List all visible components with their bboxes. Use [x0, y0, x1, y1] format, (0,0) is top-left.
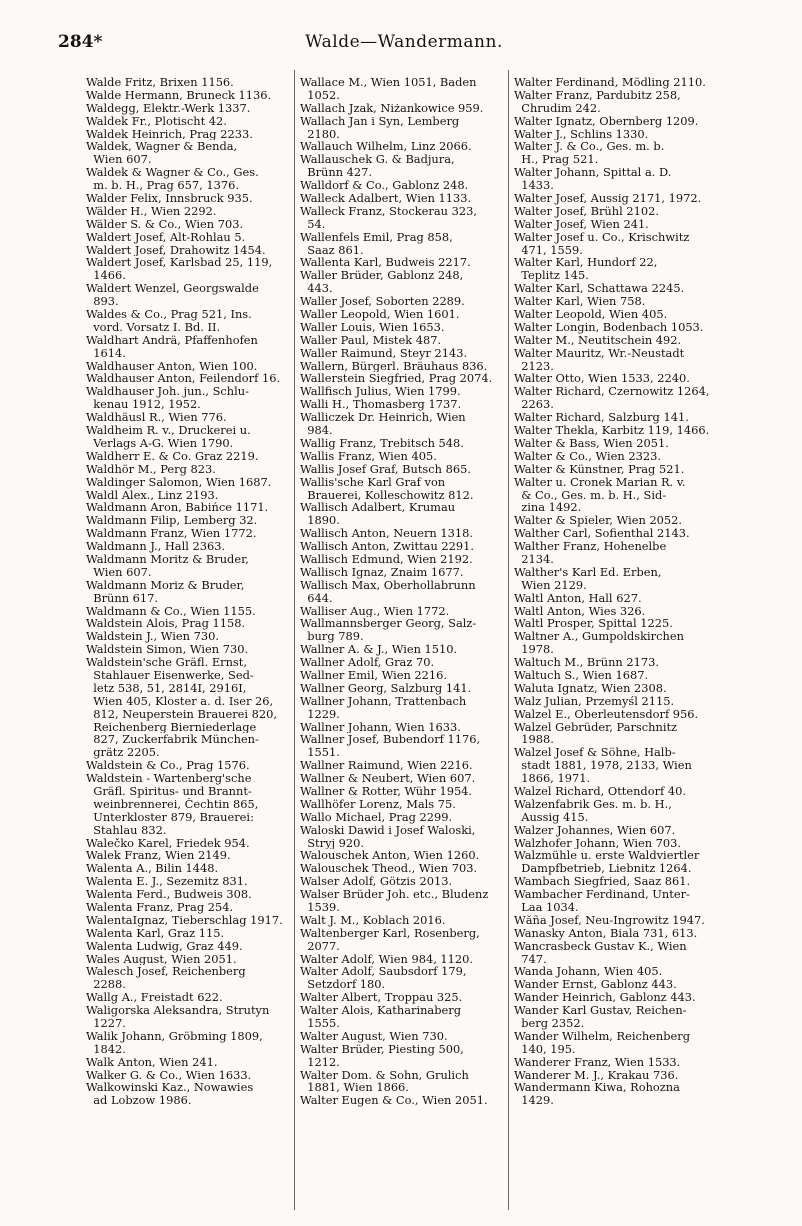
directory-entry-line: Walečko Karel, Friedek 954.	[86, 836, 250, 850]
directory-entry-line: Wien 405, Kloster a. d. Iser 26,	[86, 694, 274, 708]
directory-entry-line: Wales August, Wien 2051.	[86, 952, 237, 966]
page-number: 284*	[58, 32, 103, 52]
directory-entry-line: Walther's Karl Ed. Erben,	[514, 565, 662, 579]
directory-entry-line: Walter J., Schlins 1330.	[514, 127, 649, 141]
directory-entry-line: 644.	[300, 591, 333, 605]
directory-entry-line: WalentaIgnaz, Tieberschlag 1917.	[86, 913, 283, 927]
directory-entry-line: Waltner A., Gumpoldskirchen	[514, 630, 684, 644]
directory-entry-line: Walesch Josef, Reichenberg	[86, 965, 246, 979]
directory-entry-line: 1429.	[514, 1094, 554, 1108]
directory-entry-line: Wallner & Neubert, Wien 607.	[300, 772, 476, 785]
directory-entry-line: Waluta Ignatz, Wien 2308.	[514, 681, 667, 695]
directory-entry-line: Walenta Ferd., Budweis 308.	[86, 888, 252, 901]
directory-entry-line: 2134.	[514, 552, 554, 566]
directory-entry-line: Waldmann Franz, Wien 1772.	[86, 527, 257, 541]
directory-entry-line: Walzel E., Oberleutensdorf 956.	[514, 707, 699, 721]
directory-entry-line: Wallner & Rotter, Wühr 1954.	[300, 784, 473, 798]
directory-entry-line: Walenta Karl, Graz 115.	[86, 926, 225, 940]
directory-entry-line: Wancrasbeck Gustav K., Wien	[514, 939, 687, 953]
directory-entry-line: Walenta A., Bilin 1448.	[86, 862, 219, 876]
directory-entry-line: Walter & Künstner, Prag 521.	[514, 462, 685, 476]
directory-entry-line: Walther Carl, Sofienthal 2143.	[514, 527, 690, 541]
directory-entry-line: Waldstein'sche Gräfl. Ernst,	[86, 656, 247, 669]
directory-entry-line: Stryj 920.	[300, 836, 365, 850]
directory-entry-line: Walter Alois, Katharinaberg	[300, 1004, 461, 1018]
directory-entry-line: Walser Adolf, Götzis 2013.	[300, 875, 453, 889]
directory-entry-line: 812, Neuperstein Brauerei 820,	[86, 707, 278, 721]
directory-entry-line: Wambacher Ferdinand, Unter-	[514, 888, 690, 901]
directory-entry-line: Waller Brüder, Gablonz 248,	[300, 269, 464, 283]
directory-entry-line: grätz 2205.	[86, 746, 160, 760]
directory-entry-line: Waldhör M., Perg 823.	[86, 462, 216, 476]
directory-entry-line: 1988.	[514, 733, 554, 747]
directory-entry-line: Walter Otto, Wien 1533, 2240.	[514, 372, 690, 386]
directory-entry-line: Walde Fritz, Brixen 1156.	[86, 76, 234, 89]
directory-entry-line: Wallfisch Julius, Wien 1799.	[300, 385, 461, 399]
directory-entry-line: Wander Wilhelm, Reichenberg	[514, 1029, 691, 1043]
directory-entry-line: Stahlau 832.	[86, 823, 167, 837]
directory-entry-line: Waldert Wenzel, Georgswalde	[86, 282, 259, 296]
directory-entry-line: Waldek, Wagner & Benda,	[86, 140, 238, 154]
directory-entry-line: Wien 607.	[86, 565, 152, 579]
directory-entry-line: Walter Josef, Wien 241.	[514, 217, 649, 231]
directory-entry-line: Waldstein Simon, Wien 730.	[86, 643, 249, 657]
directory-entry-line: stadt 1881, 1978, 2133, Wien	[514, 759, 692, 773]
directory-entry-line: 1890.	[300, 514, 340, 528]
directory-entry-line: Brauerei, Kolleschowitz 812.	[300, 488, 474, 502]
directory-entry-line: Dampfbetrieb, Liebnitz 1264.	[514, 862, 692, 876]
directory-entry-line: 1555.	[300, 1017, 340, 1030]
directory-entry-line: Chrudim 242.	[514, 101, 601, 115]
directory-entry-line: Waldhauser Joh. jun., Schlu-	[86, 385, 249, 399]
directory-entry-line: Wallern, Bürgerl. Bräuhaus 836.	[300, 359, 488, 373]
directory-entry-line: Walde Hermann, Bruneck 1136.	[86, 88, 272, 102]
directory-entry-line: Wanasky Anton, Biala 731, 613.	[514, 926, 698, 940]
directory-entry-line: Walter & Co., Wien 2323.	[514, 449, 661, 463]
directory-entry-line: Waltenberger Karl, Rosenberg,	[300, 926, 480, 940]
directory-entry-line: Waldek Heinrich, Prag 2233.	[86, 127, 253, 141]
directory-entry-line: Walther Franz, Hohenelbe	[514, 540, 667, 553]
directory-entry-line: Walter Adolf, Wien 984, 1120.	[300, 952, 474, 966]
directory-entry-line: Waldstein & Co., Prag 1576.	[86, 759, 250, 773]
directory-entry-line: 2077.	[300, 939, 340, 953]
directory-entry-line: Wander Heinrich, Gablonz 443.	[514, 991, 696, 1005]
directory-entry-line: Wallisch Max, Oberhollabrunn	[300, 578, 476, 592]
directory-entry-line: Unterkloster 879, Brauerei:	[86, 810, 254, 824]
directory-entry-line: Walter Karl, Schattawa 2245.	[514, 282, 685, 296]
directory-entry-line: Wanda Johann, Wien 405.	[514, 965, 663, 979]
directory-entry-line: Gräfl. Spiritus- und Brannt-	[86, 784, 252, 798]
directory-entry-line: Reichenberg Bierniederlage	[86, 720, 257, 734]
directory-entry-line: Waldert Josef, Drahowitz 1454.	[86, 243, 266, 257]
directory-entry-line: Waldmann J., Hall 2363.	[86, 540, 226, 553]
directory-entry-line: Walker G. & Co., Wien 1633.	[86, 1068, 252, 1082]
directory-entry-line: Waldstein - Wartenberg'sche	[86, 772, 252, 785]
directory-entry-line: Walter M., Neutitschein 492.	[514, 333, 682, 347]
directory-entry-line: H., Prag 521.	[514, 153, 599, 167]
directory-entry-line: Waldhart Andrä, Pfaffenhofen	[86, 333, 258, 347]
directory-entry-line: Walter Ignatz, Obernberg 1209.	[514, 114, 699, 128]
directory-entry-line: 2263.	[514, 398, 554, 412]
directory-entry-line: 827, Zuckerfabrik München-	[86, 733, 259, 747]
directory-entry-line: Walouschek Anton, Wien 1260.	[300, 849, 480, 863]
directory-entry-line: Wanderer Franz, Wien 1533.	[514, 1055, 681, 1069]
directory-entry-line: Walter Josef u. Co., Krischwitz	[514, 230, 690, 244]
directory-entry-line: Waldegg, Elektr.-Werk 1337.	[86, 101, 251, 115]
directory-entry-line: 1229.	[300, 707, 340, 721]
directory-entry-line: Walliser Aug., Wien 1772.	[300, 604, 450, 618]
directory-entry-line: Waldmann Aron, Babińce 1171.	[86, 501, 269, 515]
directory-entry-line: 747.	[514, 952, 547, 966]
directory-entry-line: Waldhauser Anton, Wien 100.	[86, 359, 258, 373]
directory-entry-line: Waldstein J., Wien 730.	[86, 630, 219, 644]
directory-entry-line: Walter Ferdinand, Mödling 2110.	[514, 76, 706, 89]
directory-entry-line: 54.	[300, 217, 326, 231]
directory-entry-line: Walter Brüder, Piesting 500,	[300, 1042, 464, 1056]
directory-entry-line: 1842.	[86, 1042, 126, 1056]
directory-entry-line: Wanderer M. J., Krakau 736.	[514, 1068, 679, 1082]
directory-entry-line: berg 2352.	[514, 1017, 585, 1030]
directory-entry-line: 1052.	[300, 88, 340, 102]
directory-entry-line: Waldl Alex., Linz 2193.	[86, 488, 219, 502]
directory-entry-line: weinbrennerei, Čechtin 865,	[86, 797, 259, 811]
directory-entry-line: Waller Josef, Soborten 2289.	[300, 295, 465, 309]
directory-entry-line: Wallisch Adalbert, Krumau	[300, 501, 456, 515]
directory-entry-line: Wallisch Edmund, Wien 2192.	[300, 552, 473, 566]
directory-entry-line: Waltl Prosper, Spittal 1225.	[514, 617, 673, 631]
page-header	[58, 32, 750, 56]
directory-entry-line: Teplitz 145.	[514, 269, 589, 283]
directory-entry-line: Walzmühle u. erste Waldviertler	[514, 849, 700, 863]
directory-entry-line: 2288.	[86, 978, 126, 992]
directory-entry-line: 140, 195.	[514, 1042, 576, 1056]
directory-entry-line: Walter & Bass, Wien 2051.	[514, 436, 669, 450]
directory-entry-line: letz 538, 51, 2814I, 2916I,	[86, 681, 247, 695]
directory-entry-line: kenau 1912, 1952.	[86, 398, 201, 412]
directory-entry-line: Wälder H., Wien 2292.	[86, 204, 217, 218]
running-head: Walde—Wandermann.	[305, 32, 503, 52]
directory-entry-line: ad Lobzow 1986.	[86, 1094, 192, 1108]
directory-column-1	[86, 76, 286, 1107]
directory-entry-line: Waldstein Alois, Prag 1158.	[86, 617, 246, 631]
directory-entry-line: Waldek Fr., Plotischt 42.	[86, 114, 227, 128]
directory-entry-line: Walliczek Dr. Heinrich, Wien	[300, 411, 466, 425]
directory-entry-line: 1614.	[86, 346, 126, 360]
directory-entry-line: Waller Louis, Wien 1653.	[300, 320, 445, 334]
directory-entry-line: Wallner Adolf, Graz 70.	[300, 656, 435, 669]
directory-entry-line: Wallisch Anton, Zwittau 2291.	[300, 540, 475, 553]
directory-entry-line: Wallig Franz, Trebitsch 548.	[300, 436, 464, 450]
directory-entry-line: Walter Josef, Aussig 2171, 1972.	[514, 192, 702, 205]
directory-entry-line: Wallerstein Siegfried, Prag 2074.	[300, 372, 493, 386]
directory-entry-line: Walter Karl, Hundorf 22,	[514, 256, 658, 270]
directory-entry-line: Walenta Ludwig, Graz 449.	[86, 939, 243, 953]
directory-entry-line: Waldhauser Anton, Feilendorf 16.	[86, 372, 281, 386]
directory-entry-line: Waldmann & Co., Wien 1155.	[86, 604, 256, 618]
directory-entry-line: Walter Richard, Czernowitz 1264,	[514, 385, 710, 399]
directory-entry-line: Waldert Josef, Alt-Rohlau 5.	[86, 230, 246, 244]
directory-entry-line: Walouschek Theod., Wien 703.	[300, 862, 478, 876]
directory-entry-line: 1866, 1971.	[514, 772, 591, 785]
column-divider	[294, 70, 295, 1210]
directory-entry-line: Waloski Dawid i Josef Waloski,	[300, 823, 476, 837]
directory-entry-line: Wallisch Ignaz, Znaim 1677.	[300, 565, 464, 579]
directory-entry-line: 2180.	[300, 127, 340, 141]
directory-entry-line: Wien 607.	[86, 153, 152, 167]
directory-entry-line: Walser Brüder Joh. etc., Bludenz	[300, 888, 489, 901]
directory-entry-line: Wambach Siegfried, Saaz 861.	[514, 875, 691, 889]
directory-entry-line: Wallo Michael, Prag 2299.	[300, 810, 453, 824]
directory-entry-line: Brünn 427.	[300, 166, 373, 180]
directory-entry-line: Walzel Richard, Ottendorf 40.	[514, 784, 686, 798]
directory-entry-line: 1227.	[86, 1017, 126, 1030]
directory-entry-line: Walenta Franz, Prag 254.	[86, 901, 234, 914]
directory-entry-line: Waltuch M., Brünn 2173.	[514, 656, 659, 669]
directory-entry-line: 1212.	[300, 1055, 340, 1069]
directory-entry-line: Saaz 861.	[300, 243, 364, 257]
directory-entry-line: Walter Richard, Salzburg 141.	[514, 411, 689, 425]
directory-entry-line: Waldes & Co., Prag 521, Ins.	[86, 308, 252, 321]
directory-entry-line: Wander Karl Gustav, Reichen-	[514, 1004, 687, 1018]
directory-entry-line: Wallhöfer Lorenz, Mals 75.	[300, 797, 456, 811]
directory-entry-line: Waldheim R. v., Druckerei u.	[86, 424, 251, 437]
directory-entry-line: Walli H., Thomasberg 1737.	[300, 398, 462, 412]
directory-entry-line: Waldmann Moritz & Bruder,	[86, 552, 249, 566]
directory-entry-line: Wallach Jzak, Niżankowice 959.	[300, 101, 484, 115]
directory-entry-line: Verlags A-G. Wien 1790.	[86, 436, 234, 450]
directory-entry-line: Walz Julian, Przemyśl 2115.	[514, 694, 675, 708]
directory-entry-line: Wallisch Anton, Neuern 1318.	[300, 527, 473, 541]
directory-entry-line: Walter u. Cronek Marian R. v.	[514, 475, 686, 489]
directory-entry-line: Walzel Josef & Söhne, Halb-	[514, 746, 676, 760]
directory-entry-line: 471, 1559.	[514, 243, 583, 257]
directory-entry-line: Walkowinski Kaz., Nowawies	[86, 1081, 254, 1095]
directory-entry-line: Walleck Adalbert, Wien 1133.	[300, 192, 472, 205]
directory-entry-line: Waltl Anton, Wies 326.	[514, 604, 646, 618]
directory-entry-line: Wallach Jan i Syn, Lemberg	[300, 114, 460, 128]
directory-entry-line: Walzhofer Johann, Wien 703.	[514, 836, 682, 850]
directory-entry-line: Walter Mauritz, Wr.-Neustadt	[514, 346, 685, 360]
directory-entry-line: Waltl Anton, Hall 627.	[514, 591, 642, 605]
directory-entry-line: Wander Ernst, Gablonz 443.	[514, 978, 677, 992]
directory-entry-line: Waldek & Wagner & Co., Ges.	[86, 166, 259, 180]
directory-entry-line: 1433.	[514, 179, 554, 193]
directory-entry-line: Brünn 617.	[86, 591, 159, 605]
directory-entry-line: Aussig 415.	[514, 810, 589, 824]
directory-entry-line: Walzenfabrik Ges. m. b. H.,	[514, 797, 672, 811]
directory-entry-line: Walter Leopold, Wien 405.	[514, 308, 668, 321]
directory-entry-line: Waller Leopold, Wien 1601.	[300, 308, 460, 321]
directory-entry-line: 1978.	[514, 643, 554, 657]
directory-entry-line: Walter Josef, Brühl 2102.	[514, 204, 659, 218]
directory-entry-line: Wallg A., Freistadt 622.	[86, 991, 223, 1005]
directory-entry-line: Wallauschek G. & Badjura,	[300, 153, 455, 167]
directory-entry-line: Walter J. & Co., Ges. m. b.	[514, 140, 665, 154]
directory-entry-line: Walter Longin, Bodenbach 1053.	[514, 320, 704, 334]
directory-entry-line: 1881, Wien 1866.	[300, 1081, 409, 1095]
directory-entry-line: Walzer Johannes, Wien 607.	[514, 823, 676, 837]
directory-column-3	[514, 76, 722, 1107]
directory-entry-line: Walter Albert, Troppau 325.	[300, 991, 463, 1005]
directory-entry-line: Wallner Johann, Wien 1633.	[300, 720, 461, 734]
directory-entry-line: Walter Dom. & Sohn, Grulich	[300, 1068, 469, 1082]
directory-entry-line: 443.	[300, 282, 333, 296]
directory-entry-line: Waldmann Filip, Lemberg 32.	[86, 514, 258, 528]
directory-entry-line: Walder Felix, Innsbruck 935.	[86, 192, 253, 205]
directory-entry-line: 2123.	[514, 359, 554, 373]
directory-entry-line: Walter Franz, Pardubitz 258,	[514, 88, 681, 102]
directory-entry-line: Wallner Raimund, Wien 2216.	[300, 759, 473, 773]
directory-entry-line: 1539.	[300, 901, 340, 914]
directory-entry-line: Walter Thekla, Karbitz 119, 1466.	[514, 424, 710, 437]
directory-entry-line: Wallis Josef Graf, Butsch 865.	[300, 462, 471, 476]
directory-entry-line: Walzel Gebrüder, Parschnitz	[514, 720, 678, 734]
directory-entry-line: & Co., Ges. m. b. H., Sid-	[514, 488, 667, 502]
directory-entry-line: Waligorska Aleksandra, Strutyn	[86, 1004, 270, 1018]
directory-entry-line: m. b. H., Prag 657, 1376.	[86, 179, 240, 193]
directory-entry-line: Stahlauer Eisenwerke, Sed-	[86, 668, 254, 682]
directory-entry-line: burg 789.	[300, 630, 364, 644]
directory-entry-line: Wallis Franz, Wien 405.	[300, 449, 437, 463]
directory-entry-line: Walldorf & Co., Gablonz 248.	[300, 179, 469, 193]
directory-entry-line: Wallauch Wilhelm, Linz 2066.	[300, 140, 472, 154]
directory-entry-line: Wallace M., Wien 1051, Baden	[300, 76, 477, 89]
directory-entry-line: Walk Anton, Wien 241.	[86, 1055, 218, 1069]
directory-entry-line: Setzdorf 180.	[300, 978, 386, 992]
directory-entry-line: Waldherr E. & Co. Graz 2219.	[86, 449, 259, 463]
directory-entry-line: Wăña Josef, Neu-Ingrowitz 1947.	[514, 913, 705, 927]
directory-entry-line: vord. Vorsatz I. Bd. II.	[86, 320, 221, 334]
directory-entry-line: Wallner Emil, Wien 2216.	[300, 668, 448, 682]
directory-entry-line: zina 1492.	[514, 501, 582, 515]
directory-column-2	[300, 76, 504, 1107]
column-divider	[508, 70, 509, 1210]
directory-entry-line: 984.	[300, 424, 333, 437]
directory-entry-line: Walter Eugen & Co., Wien 2051.	[300, 1094, 488, 1108]
directory-entry-line: Wallenfels Emil, Prag 858,	[300, 230, 453, 244]
directory-entry-line: Wien 2129.	[514, 578, 587, 592]
directory-entry-line: Waldmann Moriz & Bruder,	[86, 578, 245, 592]
directory-entry-line: Wallner Georg, Salzburg 141.	[300, 681, 472, 695]
directory-entry-line: Wallner Johann, Trattenbach	[300, 694, 467, 708]
directory-entry-line: Waltuch S., Wien 1687.	[514, 668, 649, 682]
directory-entry-line: Waldert Josef, Karlsbad 25, 119,	[86, 256, 273, 270]
directory-entry-line: Walek Franz, Wien 2149.	[86, 849, 231, 863]
directory-entry-line: Wallenta Karl, Budweis 2217.	[300, 256, 471, 270]
directory-entry-line: Waldhäusl R., Wien 776.	[86, 411, 227, 425]
directory-entry-line: Wandermann Kiwa, Rohozna	[514, 1081, 680, 1095]
directory-entry-line: Wallis'sche Karl Graf von	[300, 475, 446, 489]
directory-entry-line: 1466.	[86, 269, 126, 283]
directory-entry-line: Waller Paul, Mistek 487.	[300, 333, 442, 347]
directory-entry-line: Wälder S. & Co., Wien 703.	[86, 217, 244, 231]
directory-entry-line: Laa 1034.	[514, 901, 579, 914]
directory-entry-line: 1551.	[300, 746, 340, 760]
directory-entry-line: Walter Johann, Spittal a. D.	[514, 166, 672, 180]
directory-entry-line: Walt J. M., Koblach 2016.	[300, 913, 446, 927]
directory-entry-line: Wallner Josef, Bubendorf 1176,	[300, 733, 481, 747]
directory-entry-line: 893.	[86, 295, 119, 309]
directory-entry-line: Walik Johann, Gröbming 1809,	[86, 1029, 263, 1043]
directory-entry-line: Waller Raimund, Steyr 2143.	[300, 346, 468, 360]
directory-entry-line: Wallmannsberger Georg, Salz-	[300, 617, 477, 631]
directory-entry-line: Walleck Franz, Stockerau 323,	[300, 204, 477, 218]
directory-entry-line: Walenta E. J., Sezemitz 831.	[86, 875, 248, 889]
directory-entry-line: Walter Karl, Wien 758.	[514, 295, 646, 309]
directory-entry-line: Walter August, Wien 730.	[300, 1029, 448, 1043]
directory-entry-line: Walter Adolf, Saubsdorf 179,	[300, 965, 467, 979]
directory-entry-line: Walter & Spieler, Wien 2052.	[514, 514, 683, 528]
directory-entry-line: Waldinger Salomon, Wien 1687.	[86, 475, 272, 489]
directory-entry-line: Wallner A. & J., Wien 1510.	[300, 643, 458, 657]
